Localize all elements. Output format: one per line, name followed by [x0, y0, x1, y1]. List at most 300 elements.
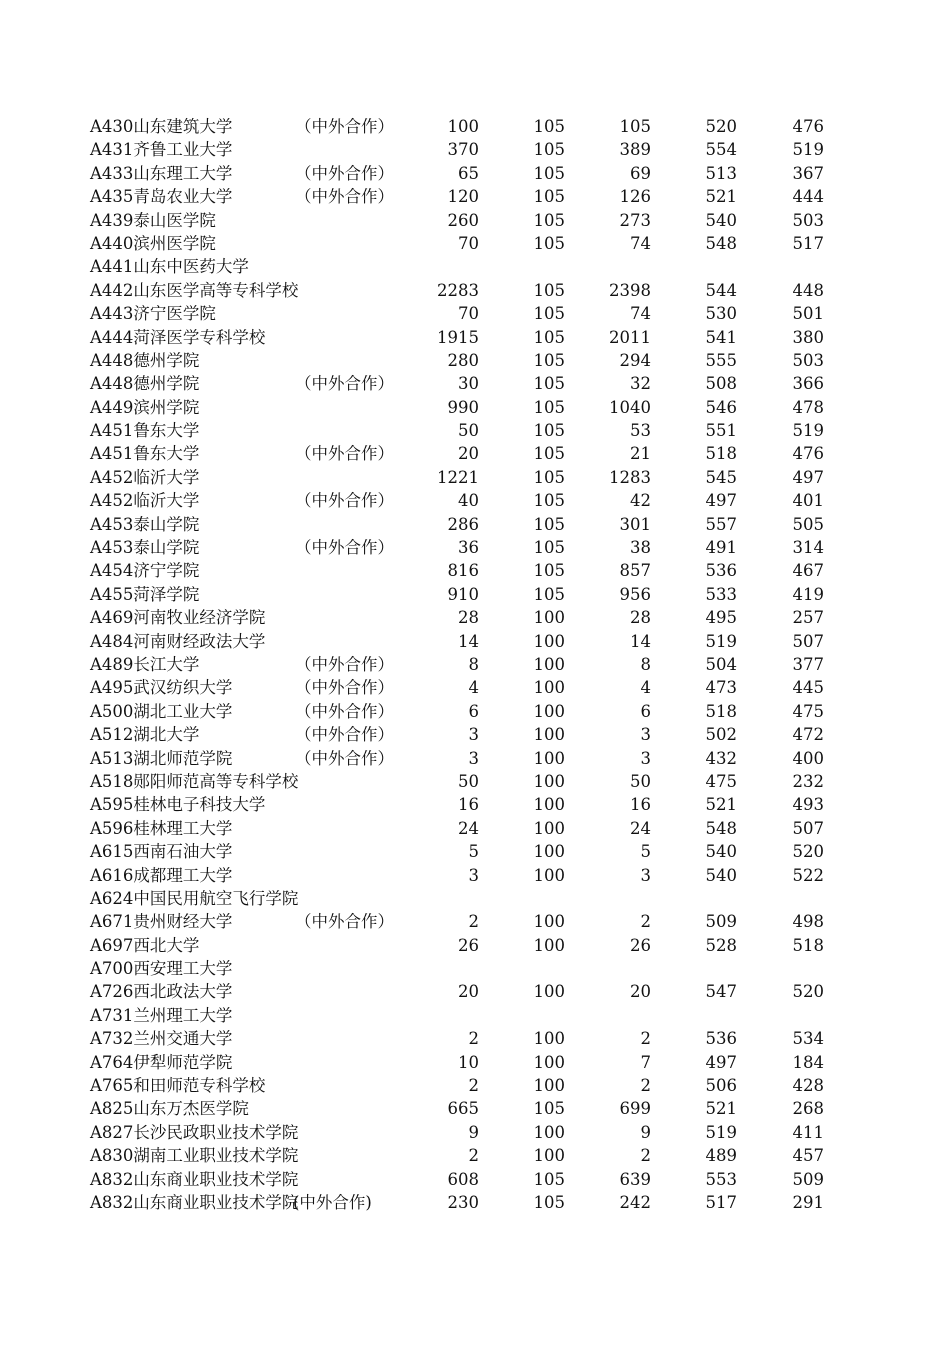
plan-count: 2 [468, 912, 479, 932]
school-name: A455菏泽学院 [90, 584, 200, 604]
ratio-value: 100 [533, 912, 565, 932]
cast-count: 42 [630, 491, 651, 511]
table-row [0, 536, 950, 559]
cooperation-note: （中外合作） [295, 701, 394, 721]
cast-count: 956 [619, 584, 651, 604]
highest-score: 555 [705, 350, 737, 370]
table-row [0, 1027, 950, 1050]
lowest-score: 411 [792, 1122, 824, 1142]
ratio-value: 100 [533, 701, 565, 721]
cast-count: 2011 [609, 327, 651, 347]
cast-count: 3 [640, 865, 651, 885]
school-name: A435青岛农业大学 [90, 187, 233, 207]
school-name: A764伊犁师范学院 [90, 1052, 233, 1072]
table-row [0, 302, 950, 325]
cast-count: 857 [619, 561, 651, 581]
ratio-value: 105 [533, 1099, 565, 1119]
plan-count: 910 [447, 584, 479, 604]
ratio-value: 105 [533, 233, 565, 253]
plan-count: 120 [447, 187, 479, 207]
highest-score: 557 [705, 514, 737, 534]
plan-count: 40 [458, 491, 479, 511]
plan-count: 1221 [437, 467, 479, 487]
highest-score: 502 [705, 725, 737, 745]
highest-score: 508 [705, 374, 737, 394]
school-name: A512湖北大学 [90, 725, 200, 745]
lowest-score: 503 [792, 350, 824, 370]
highest-score: 497 [705, 491, 737, 511]
table-row [0, 747, 950, 770]
admission-table [0, 115, 950, 1214]
highest-score: 489 [705, 1146, 737, 1166]
cast-count: 28 [630, 608, 651, 628]
lowest-score: 445 [792, 678, 824, 698]
plan-count: 3 [468, 865, 479, 885]
lowest-score: 268 [792, 1099, 824, 1119]
ratio-value: 100 [533, 935, 565, 955]
table-row [0, 957, 950, 980]
school-name: A671贵州财经大学 [90, 912, 233, 932]
plan-count: 4 [468, 678, 479, 698]
ratio-value: 105 [533, 163, 565, 183]
table-row [0, 1097, 950, 1120]
cast-count: 389 [619, 140, 651, 160]
plan-count: 50 [458, 421, 479, 441]
table-row [0, 864, 950, 887]
lowest-score: 503 [792, 210, 824, 230]
highest-score: 504 [705, 654, 737, 674]
school-name: A596桂林理工大学 [90, 818, 233, 838]
ratio-value: 100 [533, 654, 565, 674]
table-row [0, 606, 950, 629]
table-row [0, 185, 950, 208]
plan-count: 6 [468, 701, 479, 721]
table-row [0, 513, 950, 536]
plan-count: 2 [468, 1076, 479, 1096]
school-name: A700西安理工大学 [90, 959, 233, 979]
highest-score: 544 [705, 280, 737, 300]
table-row [0, 279, 950, 302]
plan-count: 1915 [437, 327, 479, 347]
ratio-value: 100 [533, 725, 565, 745]
lowest-score: 419 [792, 584, 824, 604]
table-row [0, 442, 950, 465]
cast-count: 126 [619, 187, 651, 207]
cooperation-note: （中外合作） [295, 654, 394, 674]
lowest-score: 467 [792, 561, 824, 581]
highest-score: 506 [705, 1076, 737, 1096]
highest-score: 533 [705, 584, 737, 604]
school-name: A452临沂大学 [90, 467, 200, 487]
cast-count: 8 [640, 654, 651, 674]
table-row [0, 396, 950, 419]
highest-score: 513 [705, 163, 737, 183]
school-name: A595桂林电子科技大学 [90, 795, 266, 815]
highest-score: 541 [705, 327, 737, 347]
ratio-value: 105 [533, 584, 565, 604]
cooperation-note: （中外合作） [295, 187, 394, 207]
table-row [0, 934, 950, 957]
highest-score: 518 [705, 444, 737, 464]
plan-count: 3 [468, 748, 479, 768]
cast-count: 16 [630, 795, 651, 815]
cast-count: 4 [640, 678, 651, 698]
cooperation-note: (中外合作) [293, 1192, 372, 1212]
table-row [0, 326, 950, 349]
lowest-score: 517 [792, 233, 824, 253]
highest-score: 540 [705, 210, 737, 230]
cast-count: 74 [630, 304, 651, 324]
highest-score: 521 [705, 795, 737, 815]
lowest-score: 314 [792, 538, 824, 558]
lowest-score: 232 [792, 771, 824, 791]
table-row [0, 138, 950, 161]
highest-score: 536 [705, 561, 737, 581]
ratio-value: 105 [533, 491, 565, 511]
highest-score: 432 [705, 748, 737, 768]
plan-count: 5 [468, 842, 479, 862]
cast-count: 2 [640, 1029, 651, 1049]
ratio-value: 105 [533, 1192, 565, 1212]
table-row [0, 349, 950, 372]
table-row [0, 162, 950, 185]
school-name: A825山东万杰医学院 [90, 1099, 249, 1119]
cast-count: 3 [640, 748, 651, 768]
lowest-score: 367 [792, 163, 824, 183]
lowest-score: 291 [792, 1192, 824, 1212]
ratio-value: 105 [533, 397, 565, 417]
lowest-score: 493 [792, 795, 824, 815]
highest-score: 548 [705, 818, 737, 838]
table-row [0, 676, 950, 699]
cast-count: 242 [619, 1192, 651, 1212]
cast-count: 24 [630, 818, 651, 838]
ratio-value: 100 [533, 631, 565, 651]
ratio-value: 100 [533, 748, 565, 768]
table-row [0, 489, 950, 512]
highest-score: 545 [705, 467, 737, 487]
table-row [0, 372, 950, 395]
lowest-score: 366 [792, 374, 824, 394]
cooperation-note: （中外合作） [295, 444, 394, 464]
table-row [0, 700, 950, 723]
plan-count: 26 [458, 935, 479, 955]
cast-count: 9 [640, 1122, 651, 1142]
lowest-score: 475 [792, 701, 824, 721]
plan-count: 70 [458, 233, 479, 253]
lowest-score: 520 [792, 982, 824, 1002]
cast-count: 301 [619, 514, 651, 534]
table-row [0, 793, 950, 816]
ratio-value: 105 [533, 350, 565, 370]
cast-count: 26 [630, 935, 651, 955]
cooperation-note: （中外合作） [295, 117, 394, 136]
plan-count: 14 [458, 631, 479, 651]
cooperation-note: （中外合作） [295, 725, 394, 745]
ratio-value: 105 [533, 514, 565, 534]
table-row [0, 1004, 950, 1027]
ratio-value: 105 [533, 1169, 565, 1189]
school-name: A765和田师范专科学校 [90, 1076, 266, 1096]
cast-count: 5 [640, 842, 651, 862]
ratio-value: 100 [533, 842, 565, 862]
school-name: A830湖南工业职业技术学院 [90, 1146, 299, 1166]
plan-count: 8 [468, 654, 479, 674]
cast-count: 105 [619, 117, 651, 136]
cast-count: 6 [640, 701, 651, 721]
table-row [0, 255, 950, 278]
highest-score: 551 [705, 421, 737, 441]
school-name: A452临沂大学 [90, 491, 200, 511]
highest-score: 540 [705, 842, 737, 862]
school-name: A454济宁学院 [90, 561, 200, 581]
ratio-value: 100 [533, 982, 565, 1002]
lowest-score: 501 [792, 304, 824, 324]
table-row [0, 653, 950, 676]
school-name: A469河南牧业经济学院 [90, 608, 266, 628]
table-row [0, 1121, 950, 1144]
plan-count: 16 [458, 795, 479, 815]
school-name: A453泰山学院 [90, 538, 200, 558]
cooperation-note: （中外合作） [295, 912, 394, 932]
plan-count: 2 [468, 1146, 479, 1166]
plan-count: 816 [447, 561, 479, 581]
lowest-score: 534 [792, 1029, 824, 1049]
lowest-score: 457 [792, 1146, 824, 1166]
ratio-value: 100 [533, 1052, 565, 1072]
lowest-score: 400 [792, 748, 824, 768]
plan-count: 100 [447, 117, 479, 136]
ratio-value: 105 [533, 117, 565, 136]
cast-count: 38 [630, 538, 651, 558]
highest-score: 521 [705, 1099, 737, 1119]
ratio-value: 100 [533, 608, 565, 628]
school-name: A441山东中医药大学 [90, 257, 249, 277]
highest-score: 536 [705, 1029, 737, 1049]
school-name: A500湖北工业大学 [90, 701, 233, 721]
table-row [0, 466, 950, 489]
school-name: A827长沙民政职业技术学院 [90, 1122, 299, 1142]
school-name: A832山东商业职业技术学院 [90, 1192, 299, 1212]
highest-score: 554 [705, 140, 737, 160]
ratio-value: 105 [533, 187, 565, 207]
cast-count: 699 [619, 1099, 651, 1119]
lowest-score: 520 [792, 842, 824, 862]
school-name: A442山东医学高等专科学校 [90, 280, 299, 300]
school-name: A697西北大学 [90, 935, 200, 955]
plan-count: 280 [447, 350, 479, 370]
highest-score: 520 [705, 117, 737, 136]
school-name: A451鲁东大学 [90, 421, 200, 441]
plan-count: 2 [468, 1029, 479, 1049]
highest-score: 528 [705, 935, 737, 955]
plan-count: 28 [458, 608, 479, 628]
ratio-value: 100 [533, 678, 565, 698]
lowest-score: 444 [792, 187, 824, 207]
cooperation-note: （中外合作） [295, 538, 394, 558]
school-name: A726西北政法大学 [90, 982, 233, 1002]
lowest-score: 498 [792, 912, 824, 932]
cast-count: 1040 [609, 397, 651, 417]
ratio-value: 105 [533, 210, 565, 230]
table-row [0, 980, 950, 1003]
table-row [0, 1074, 950, 1097]
plan-count: 990 [447, 397, 479, 417]
cooperation-note: （中外合作） [295, 678, 394, 698]
highest-score: 546 [705, 397, 737, 417]
ratio-value: 105 [533, 280, 565, 300]
highest-score: 547 [705, 982, 737, 1002]
table-row [0, 209, 950, 232]
lowest-score: 377 [792, 654, 824, 674]
plan-count: 20 [458, 982, 479, 1002]
cast-count: 14 [630, 631, 651, 651]
plan-count: 230 [447, 1192, 479, 1212]
plan-count: 70 [458, 304, 479, 324]
plan-count: 50 [458, 771, 479, 791]
cooperation-note: （中外合作） [295, 491, 394, 511]
ratio-value: 100 [533, 818, 565, 838]
highest-score: 521 [705, 187, 737, 207]
highest-score: 473 [705, 678, 737, 698]
ratio-value: 105 [533, 421, 565, 441]
cooperation-note: （中外合作） [295, 163, 394, 183]
highest-score: 517 [705, 1192, 737, 1212]
lowest-score: 507 [792, 818, 824, 838]
school-name: A518郧阳师范高等专科学校 [90, 771, 299, 791]
cast-count: 294 [619, 350, 651, 370]
plan-count: 36 [458, 538, 479, 558]
cast-count: 20 [630, 982, 651, 1002]
table-row [0, 770, 950, 793]
school-name: A495武汉纺织大学 [90, 678, 233, 698]
school-name: A453泰山学院 [90, 514, 200, 534]
lowest-score: 522 [792, 865, 824, 885]
school-name: A448德州学院 [90, 374, 200, 394]
lowest-score: 380 [792, 327, 824, 347]
lowest-score: 472 [792, 725, 824, 745]
lowest-score: 448 [792, 280, 824, 300]
highest-score: 518 [705, 701, 737, 721]
school-name: A513湖北师范学院 [90, 748, 233, 768]
school-name: A484河南财经政法大学 [90, 631, 266, 651]
highest-score: 540 [705, 865, 737, 885]
ratio-value: 105 [533, 538, 565, 558]
ratio-value: 105 [533, 327, 565, 347]
table-row [0, 419, 950, 442]
plan-count: 3 [468, 725, 479, 745]
plan-count: 608 [447, 1169, 479, 1189]
lowest-score: 257 [792, 608, 824, 628]
ratio-value: 100 [533, 1076, 565, 1096]
table-row [0, 115, 950, 138]
plan-count: 24 [458, 818, 479, 838]
lowest-score: 519 [792, 421, 824, 441]
ratio-value: 105 [533, 140, 565, 160]
cast-count: 2 [640, 1146, 651, 1166]
school-name: A443济宁医学院 [90, 304, 216, 324]
highest-score: 519 [705, 631, 737, 651]
cast-count: 21 [630, 444, 651, 464]
cast-count: 1283 [609, 467, 651, 487]
school-name: A444菏泽医学专科学校 [90, 327, 266, 347]
table-row [0, 232, 950, 255]
school-name: A430山东建筑大学 [90, 117, 233, 136]
highest-score: 509 [705, 912, 737, 932]
ratio-value: 100 [533, 865, 565, 885]
lowest-score: 476 [792, 117, 824, 136]
table-row [0, 887, 950, 910]
table-row [0, 723, 950, 746]
ratio-value: 105 [533, 374, 565, 394]
ratio-value: 100 [533, 795, 565, 815]
plan-count: 10 [458, 1052, 479, 1072]
table-row [0, 910, 950, 933]
school-name: A448德州学院 [90, 350, 200, 370]
plan-count: 370 [447, 140, 479, 160]
ratio-value: 105 [533, 467, 565, 487]
ratio-value: 105 [533, 444, 565, 464]
school-name: A449滨州学院 [90, 397, 200, 417]
lowest-score: 505 [792, 514, 824, 534]
school-name: A440滨州医学院 [90, 233, 216, 253]
school-name: A433山东理工大学 [90, 163, 233, 183]
cast-count: 2 [640, 1076, 651, 1096]
table-row [0, 1191, 950, 1214]
lowest-score: 428 [792, 1076, 824, 1096]
cast-count: 7 [640, 1052, 651, 1072]
cast-count: 74 [630, 233, 651, 253]
school-name: A615西南石油大学 [90, 842, 233, 862]
highest-score: 553 [705, 1169, 737, 1189]
school-name: A616成都理工大学 [90, 865, 233, 885]
plan-count: 665 [447, 1099, 479, 1119]
school-name: A732兰州交通大学 [90, 1029, 233, 1049]
ratio-value: 100 [533, 1146, 565, 1166]
highest-score: 548 [705, 233, 737, 253]
school-name: A731兰州理工大学 [90, 1005, 233, 1025]
cast-count: 32 [630, 374, 651, 394]
lowest-score: 476 [792, 444, 824, 464]
cast-count: 69 [630, 163, 651, 183]
plan-count: 30 [458, 374, 479, 394]
school-name: A431齐鲁工业大学 [90, 140, 233, 160]
plan-count: 286 [447, 514, 479, 534]
lowest-score: 519 [792, 140, 824, 160]
cast-count: 50 [630, 771, 651, 791]
lowest-score: 478 [792, 397, 824, 417]
lowest-score: 184 [792, 1052, 824, 1072]
ratio-value: 100 [533, 771, 565, 791]
lowest-score: 518 [792, 935, 824, 955]
table-row [0, 1144, 950, 1167]
ratio-value: 105 [533, 561, 565, 581]
cast-count: 273 [619, 210, 651, 230]
cast-count: 2398 [609, 280, 651, 300]
cooperation-note: （中外合作） [295, 748, 394, 768]
lowest-score: 509 [792, 1169, 824, 1189]
highest-score: 530 [705, 304, 737, 324]
table-row [0, 1051, 950, 1074]
school-name: A832山东商业职业技术学院 [90, 1169, 299, 1189]
cast-count: 2 [640, 912, 651, 932]
ratio-value: 105 [533, 304, 565, 324]
lowest-score: 507 [792, 631, 824, 651]
table-row [0, 1168, 950, 1191]
highest-score: 491 [705, 538, 737, 558]
plan-count: 65 [458, 163, 479, 183]
ratio-value: 100 [533, 1029, 565, 1049]
